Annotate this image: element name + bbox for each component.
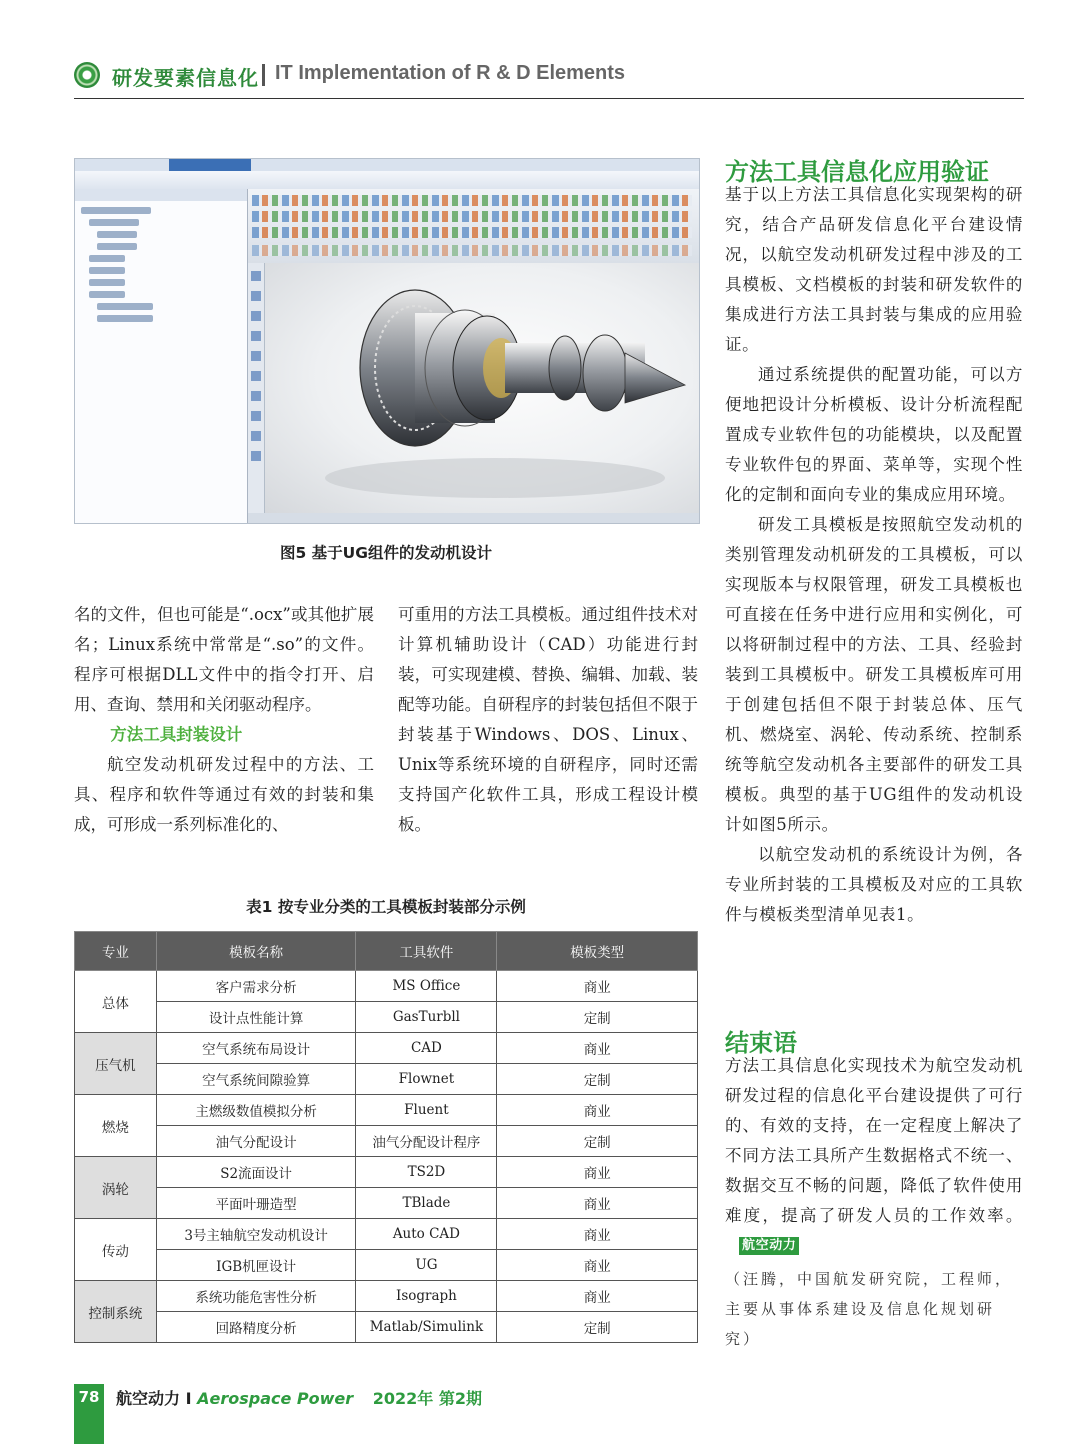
journal-issue: 2022年 第2期 xyxy=(372,1389,482,1408)
right-column-top xyxy=(725,180,1023,930)
table-cell: TBlade xyxy=(356,1188,497,1219)
right-para-1: 基于以上方法工具信息化实现架构的研究，结合产品研发信息化平台建设情况，以航空发动机研发过程中涉及的工具模板、文档模板的封装和研发软件的集成进行方法工具封装与集成的应用验证。 xyxy=(725,185,1023,354)
header-divider xyxy=(262,64,265,86)
table-cell: S2流面设计 xyxy=(156,1157,356,1188)
table-group-cell: 涡轮 xyxy=(75,1157,157,1219)
right-column-conclusion xyxy=(725,1051,1023,1261)
conclusion-text: 方法工具信息化实现技术为航空发动机研发过程的信息化平台建设提供了可行的、有效的支持，在一定程度上解决了不同方法工具所产生数据格式不统一、数据交互不畅的问题，降低了软件使用难度，提高了研发人员的工作效率。 xyxy=(725,1056,1023,1225)
table-cell: 系统功能危害性分析 xyxy=(156,1281,356,1312)
table-header-row xyxy=(75,932,698,971)
table-cell: 商业 xyxy=(497,1219,698,1250)
table-row xyxy=(75,1312,698,1343)
table-row xyxy=(75,1188,698,1219)
right-para-2: 通过系统提供的配置功能，可以方便地把设计分析模板、设计分析流程配置成专业软件包的功能模块，以及配置专业软件包的界面、菜单等，实现个性化的定制和面向专业的集成应用环境。 xyxy=(725,365,1023,504)
middle-para-1: 可重用的方法工具模板。通过组件技术对计算机辅助设计（CAD）功能进行封装，可实现建模、替换、编辑、加载、装配等功能。自研程序的封装包括但不限于封装基于Windows、DOS、Linux、Unix等系统环境的自研程序，同时还需支持国产化软件工具，形成工程设计模板。 xyxy=(398,605,698,834)
journal-footer: 航空动力 I Aerospace Power 2022年 第2期 xyxy=(116,1389,482,1408)
table-cell: 定制 xyxy=(497,1064,698,1095)
table-cell: 回路精度分析 xyxy=(156,1312,356,1343)
end-mark-badge: 航空动力 xyxy=(739,1237,799,1255)
table-cell: Auto CAD xyxy=(356,1219,497,1250)
section-title-en: IT Implementation of R & D Elements xyxy=(275,62,626,84)
table-header-cell: 模板名称 xyxy=(156,932,356,971)
table-cell: 平面叶珊造型 xyxy=(156,1188,356,1219)
table-cell: Matlab/Simulink xyxy=(356,1312,497,1343)
table-cell: MS Office xyxy=(356,971,497,1002)
table-cell: 设计点性能计算 xyxy=(156,1002,356,1033)
engine-3d-viewport xyxy=(265,263,699,513)
table-caption: 表1 按专业分类的工具模板封装部分示例 xyxy=(246,898,526,916)
table-cell: 定制 xyxy=(497,1312,698,1343)
table-cell: 商业 xyxy=(497,1250,698,1281)
table-row xyxy=(75,1033,698,1064)
table-row xyxy=(75,1250,698,1281)
app-vertical-toolbar xyxy=(248,263,265,513)
journal-logo-icon xyxy=(74,62,100,88)
table-cell: 3号主轴航空发动机设计 xyxy=(156,1219,356,1250)
app-top-toolbar xyxy=(75,171,699,190)
table-cell: 商业 xyxy=(497,971,698,1002)
table-group-cell: 传动 xyxy=(75,1219,157,1281)
heading-application-verification: 方法工具信息化应用验证 xyxy=(725,158,989,186)
table-cell: Flownet xyxy=(356,1064,497,1095)
author-note: （汪腾，中国航发研究院，工程师，主要从事体系建设及信息化规划研究） xyxy=(725,1270,1014,1348)
left-para-1: 名的文件，但也可能是“.ocx”或其他扩展名；Linux系统中常常是“.so”的文件。程序可根据DLL文件中的指令打开、启用、查询、禁用和关闭驱动程序。 xyxy=(74,605,374,714)
journal-name-en: Aerospace Power xyxy=(197,1389,354,1408)
header-rule xyxy=(74,98,1024,99)
table-cell: IGB机匣设计 xyxy=(156,1250,356,1281)
right-para-4: 以航空发动机的系统设计为例，各专业所封装的工具模板及对应的工具软件与模板类型清单见表1。 xyxy=(725,845,1023,924)
engine-model-render xyxy=(265,263,699,513)
journal-name-cn: 航空动力 xyxy=(116,1389,181,1408)
left-para-2: 航空发动机研发过程中的方法、工具、程序和软件等通过有效的封装和集成，可形成一系列标准化的、 xyxy=(74,755,374,834)
table-cell: TS2D xyxy=(356,1157,497,1188)
heading-conclusion: 结束语 xyxy=(725,1029,797,1057)
app-tree-panel xyxy=(75,189,248,523)
table-header-cell: 模板类型 xyxy=(497,932,698,971)
table-cell: 油气分配设计程序 xyxy=(356,1126,497,1157)
table-cell: 商业 xyxy=(497,1157,698,1188)
table-cell: 空气系统间隙验算 xyxy=(156,1064,356,1095)
subheading-method-tool-packaging: 方法工具封装设计 xyxy=(110,725,243,744)
table-cell: Isograph xyxy=(356,1281,497,1312)
table-row xyxy=(75,1157,698,1188)
table-row xyxy=(75,971,698,1002)
table-cell: 空气系统布局设计 xyxy=(156,1033,356,1064)
table-cell: 商业 xyxy=(497,1281,698,1312)
table-row xyxy=(75,1002,698,1033)
table-cell: UG xyxy=(356,1250,497,1281)
table-cell: 定制 xyxy=(497,1126,698,1157)
table-group-cell: 压气机 xyxy=(75,1033,157,1095)
figure-ug-engine-screenshot xyxy=(74,158,700,524)
conclusion-para xyxy=(725,1051,1023,1261)
table-cell: 客户需求分析 xyxy=(156,971,356,1002)
table-cell: 主燃级数值模拟分析 xyxy=(156,1095,356,1126)
page-number: 78 xyxy=(78,1388,100,1406)
table-cell: GasTurbll xyxy=(356,1002,497,1033)
table-row xyxy=(75,1281,698,1312)
table-group-cell: 总体 xyxy=(75,971,157,1033)
table-cell: 商业 xyxy=(497,1188,698,1219)
table-row xyxy=(75,1064,698,1095)
table-cell: 商业 xyxy=(497,1033,698,1064)
table-cell: 商业 xyxy=(497,1095,698,1126)
table-row xyxy=(75,1219,698,1250)
table-cell: 油气分配设计 xyxy=(156,1126,356,1157)
section-title-cn: 研发要素信息化 xyxy=(112,66,259,90)
table-cell: 定制 xyxy=(497,1002,698,1033)
table-cell: Fluent xyxy=(356,1095,497,1126)
table-cell: CAD xyxy=(356,1033,497,1064)
table-row xyxy=(75,1095,698,1126)
app-status-toolbar xyxy=(248,513,699,523)
figure-caption: 图5 基于UG组件的发动机设计 xyxy=(280,544,492,562)
table-row xyxy=(75,1126,698,1157)
right-para-3: 研发工具模板是按照航空发动机的类别管理发动机研发的工具模板，可以实现版本与权限管理，研发工具模板也可直接在任务中进行应用和实例化，可以将研制过程中的方法、工具、经验封装到工具模板中。研发工具模板库可用于创建包括但不限于封装总体、压气机、燃烧室、涡轮、传动系统、控制系统等航空发动机各主要部件的研发工具模板。典型的基于UG组件的发动机设计如图5所示。 xyxy=(725,515,1023,834)
tool-template-table xyxy=(74,931,698,1343)
table-group-cell: 燃烧 xyxy=(75,1095,157,1157)
app-ribbon-toolbars xyxy=(248,189,699,264)
app-active-tab xyxy=(169,159,251,171)
table-header-cell: 工具软件 xyxy=(356,932,497,971)
middle-column xyxy=(398,600,698,840)
left-column xyxy=(74,600,374,840)
table-group-cell: 控制系统 xyxy=(75,1281,157,1343)
table-header-cell: 专业 xyxy=(75,932,157,971)
